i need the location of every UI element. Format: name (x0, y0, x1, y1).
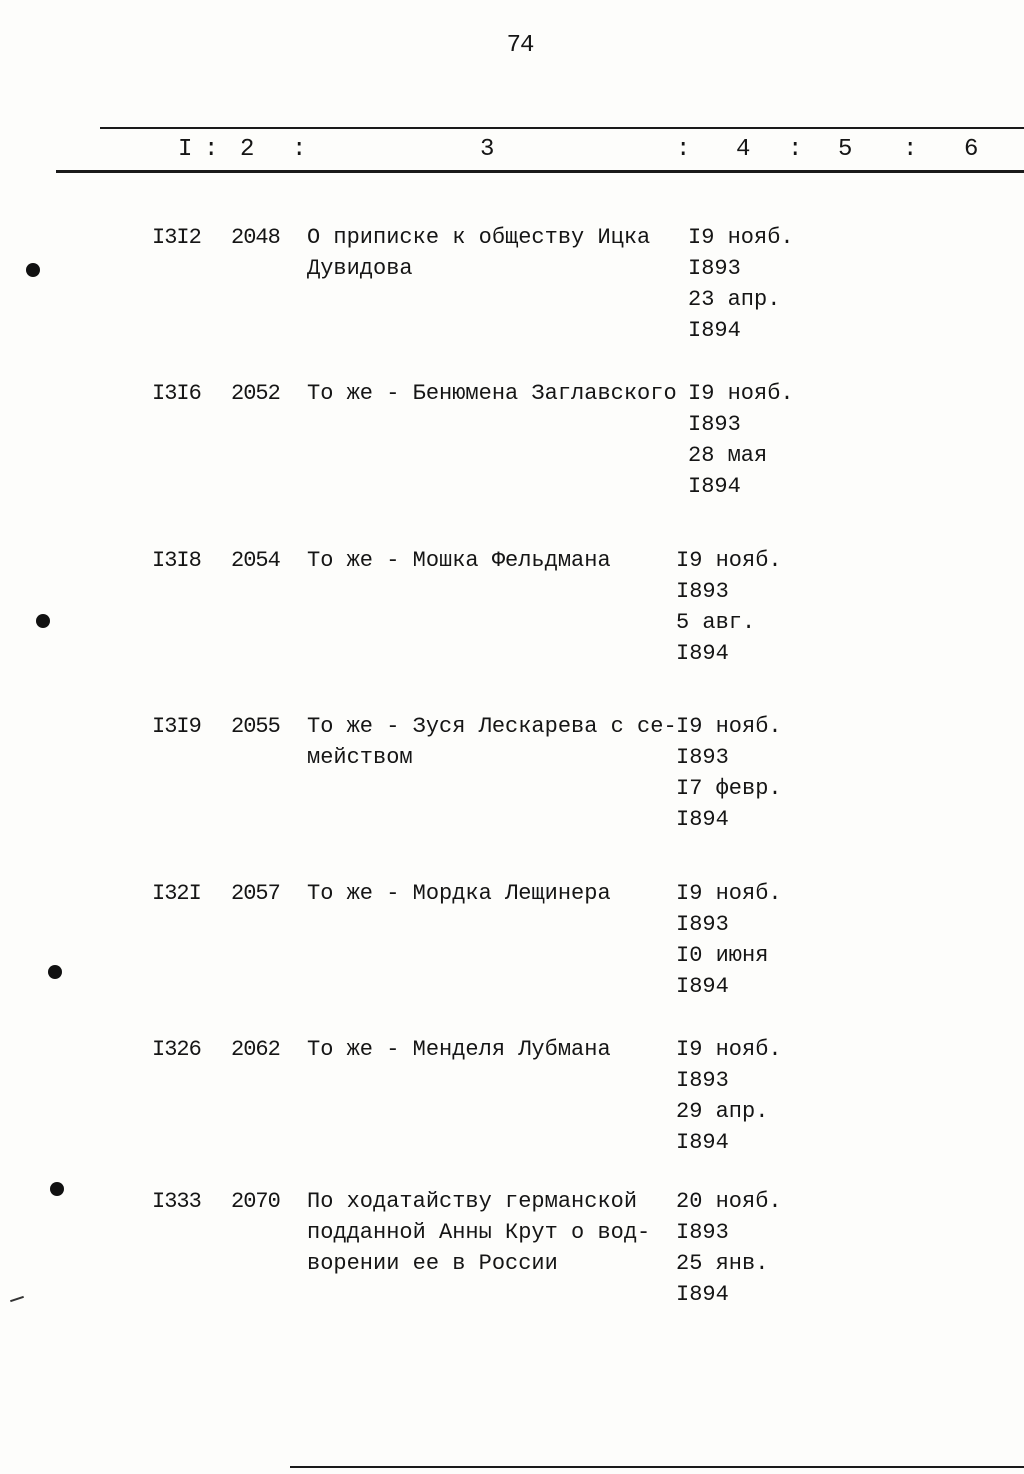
date-line: I9 нояб. (676, 881, 782, 906)
date-line: 20 нояб. (676, 1189, 782, 1214)
column-separator: : (204, 136, 219, 163)
footer-rule (290, 1466, 1024, 1468)
date-line: I7 февр. (676, 776, 782, 801)
row-title (307, 878, 667, 909)
date-line: 5 авг. (676, 610, 756, 635)
date-line: I894 (676, 1282, 729, 1307)
row-title (307, 1186, 667, 1279)
scan-speck (10, 1296, 24, 1302)
date-line: I894 (676, 641, 729, 666)
page-number: 74 (506, 32, 534, 59)
date-line: I894 (688, 318, 741, 343)
file-number: 2062 (231, 1037, 280, 1062)
column-header-4: 4 (736, 136, 751, 163)
date-line: I893 (676, 912, 729, 937)
row-number: I3I9 (152, 714, 201, 739)
file-number: 2052 (231, 381, 280, 406)
date-line: 23 апр. (688, 287, 781, 312)
row-dates (676, 1186, 782, 1310)
column-header-6: 6 (964, 136, 979, 163)
date-line: I9 нояб. (688, 225, 794, 250)
row-dates (676, 711, 782, 835)
title-line: О приписке к обществу Ицка (307, 225, 651, 250)
date-line: I893 (688, 256, 741, 281)
punch-hole-mark (50, 1182, 64, 1196)
title-line: подданной Анны Крут о вод- (307, 1220, 651, 1245)
column-header-1: I (178, 136, 193, 163)
date-line: I9 нояб. (676, 714, 782, 739)
date-line: I894 (688, 474, 741, 499)
row-title (307, 545, 667, 576)
date-line: I9 нояб. (688, 381, 794, 406)
file-number: 2057 (231, 881, 280, 906)
row-dates (676, 878, 782, 1002)
column-header-3: 3 (480, 136, 495, 163)
date-line: 29 апр. (676, 1099, 769, 1124)
row-number: I333 (152, 1189, 201, 1214)
row-dates (676, 545, 782, 669)
date-line: I893 (676, 579, 729, 604)
row-number: I3I6 (152, 381, 201, 406)
title-line: То же - Бенюмена Заглавского (307, 381, 677, 406)
column-separator: : (676, 136, 691, 163)
title-line: То же - Менделя Лубмана (307, 1037, 611, 1062)
date-line: I894 (676, 974, 729, 999)
file-number: 2048 (231, 225, 280, 250)
file-number: 2055 (231, 714, 280, 739)
date-line: I9 нояб. (676, 1037, 782, 1062)
title-line: То же - Мордка Лещинера (307, 881, 611, 906)
title-line: То же - Мошка Фельдмана (307, 548, 611, 573)
row-dates (688, 222, 794, 346)
date-line: 28 мая (688, 443, 768, 468)
date-line: I893 (676, 1220, 729, 1245)
file-number: 2070 (231, 1189, 280, 1214)
row-title (307, 711, 677, 773)
column-separator: : (788, 136, 803, 163)
row-title (307, 222, 667, 284)
row-dates (676, 1034, 782, 1158)
date-line: I893 (676, 745, 729, 770)
column-separator: : (903, 136, 918, 163)
punch-hole-mark (48, 965, 62, 979)
title-line: мейством (307, 745, 413, 770)
row-title (307, 378, 677, 409)
date-line: I894 (676, 1130, 729, 1155)
row-number: I32I (152, 881, 201, 906)
column-header-2: 2 (240, 136, 255, 163)
row-number: I3I8 (152, 548, 201, 573)
column-separator: : (292, 136, 307, 163)
date-line: 25 янв. (676, 1251, 769, 1276)
header-bottom-rule (56, 170, 1024, 173)
title-line: Дувидова (307, 256, 413, 281)
date-line: I893 (688, 412, 741, 437)
date-line: I9 нояб. (676, 548, 782, 573)
header-top-rule (100, 127, 1024, 129)
title-line: ворении ее в России (307, 1251, 558, 1276)
row-title (307, 1034, 667, 1065)
date-line: I894 (676, 807, 729, 832)
row-number: I3I2 (152, 225, 201, 250)
file-number: 2054 (231, 548, 280, 573)
punch-hole-mark (36, 614, 50, 628)
date-line: I893 (676, 1068, 729, 1093)
column-header-5: 5 (838, 136, 853, 163)
row-number: I326 (152, 1037, 201, 1062)
date-line: I0 июня (676, 943, 769, 968)
row-dates (688, 378, 794, 502)
punch-hole-mark (26, 263, 40, 277)
title-line: То же - Зуся Лескарева с се- (307, 714, 677, 739)
title-line: По ходатайству германской (307, 1189, 638, 1214)
